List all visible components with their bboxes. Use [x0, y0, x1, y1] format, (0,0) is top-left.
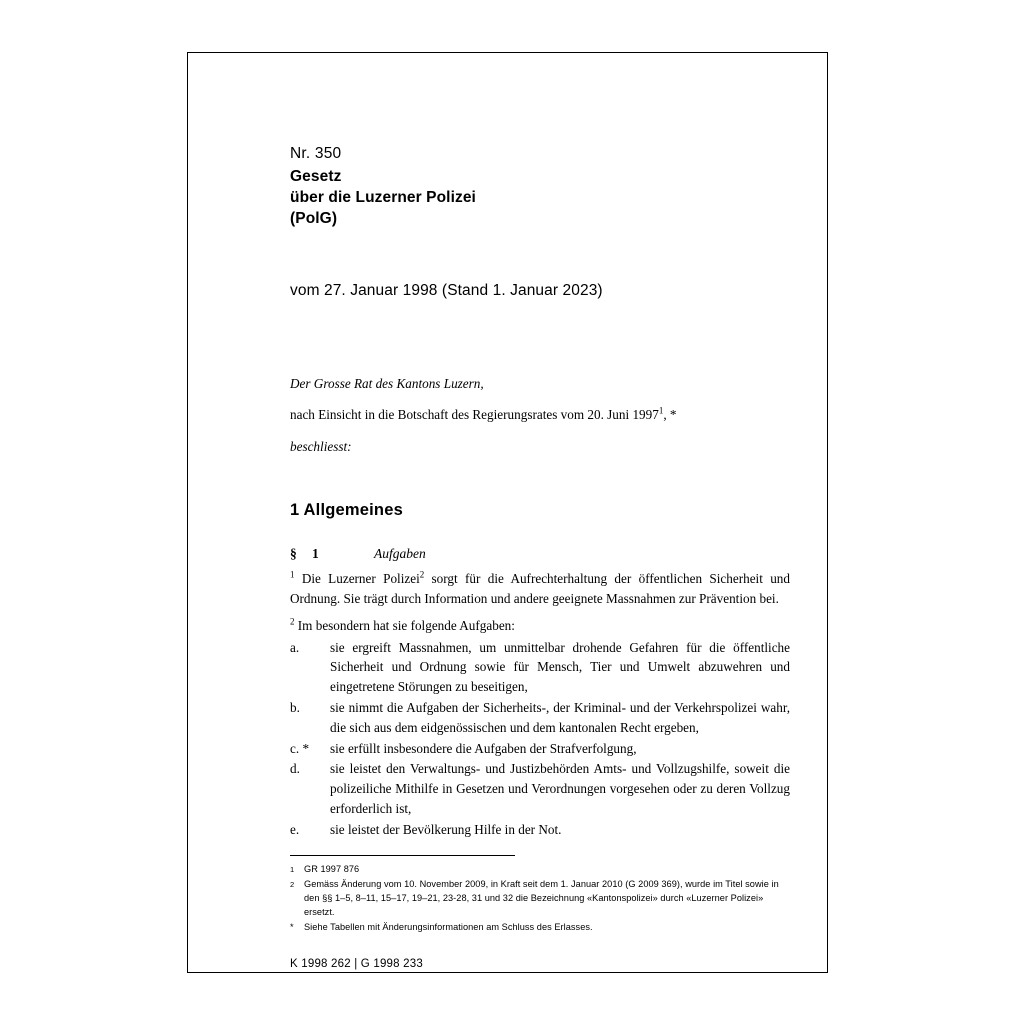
article-item-list — [290, 638, 790, 840]
list-item-marker: c. * — [290, 740, 310, 756]
footnote-marker: 1 — [290, 865, 295, 875]
page-title — [290, 167, 790, 230]
list-item — [290, 638, 790, 697]
list-item-marker: b. — [290, 699, 300, 715]
footnote-separator — [290, 855, 515, 863]
footnote-entry — [290, 921, 790, 935]
list-item-marker: a. — [290, 639, 300, 655]
footnote-entry — [290, 878, 790, 919]
list-item-text: sie nimmt die Aufgaben der Sicherheits-, der Kriminal- und der Verkehrspolizei wahr, die sich aus dem eidgenössischen und dem kantonalen Recht ergeben, — [330, 699, 790, 735]
footnote-marker: 2 — [290, 880, 295, 890]
list-item-text: sie leistet der Bevölkerung Hilfe in der Not. — [330, 821, 562, 837]
preamble-reference-text: nach Einsicht in die Botschaft des Regierungsrates vom 20. Juni 1997 — [290, 407, 659, 423]
list-item-marker: d. — [290, 761, 300, 777]
list-item — [290, 739, 790, 759]
preamble-reference-suffix: , * — [663, 407, 677, 423]
footnote-text: Siehe Tabellen mit Änderungsinformationen am Schluss des Erlasses. — [304, 921, 593, 932]
preamble-authority: Der Grosse Rat des Kantons Luzern, — [290, 375, 484, 391]
article-paragraph-1 — [290, 569, 790, 609]
list-item-text: sie erfüllt insbesondere die Aufgaben der Strafverfolgung, — [330, 740, 637, 756]
list-item — [290, 759, 790, 818]
preamble-resolution: beschliesst: — [290, 438, 352, 454]
document-number: Nr. 350 — [290, 145, 342, 162]
preamble — [290, 374, 790, 457]
document-content — [290, 145, 790, 970]
footnote-text: Gemäss Änderung vom 10. November 2009, in Kraft seit dem 1. Januar 2010 (G 2009 369), wurde im Titel sowie in den §§ 1–5, 8–11, 15–17, 19–21, 23-28, 31 und 32 die Bezeichnung «Kantonspolizei» durch «Luzerner Polizei» ersetzt. — [304, 879, 779, 917]
document-date: vom 27. Januar 1998 (Stand 1. Januar 2023) — [290, 281, 603, 299]
section-heading: 1 Allgemeines — [290, 501, 403, 520]
list-item-text: sie leistet den Verwaltungs- und Justizbehörden Amts- und Vollzugshilfe, soweit die polizeiliche Mithilfe in Gesetzen und Verordnungen vorgesehen oder zu deren Vollzug erforderlich ist, — [330, 761, 790, 816]
article-title: Aufgaben — [374, 546, 426, 562]
paragraph-sign: § — [290, 546, 297, 562]
footnote-list — [290, 863, 790, 934]
paragraph-marker-1: 1 — [290, 569, 295, 580]
article-header — [290, 546, 790, 562]
footnote-ref-2[interactable]: 2 — [419, 569, 425, 580]
list-item — [290, 698, 790, 738]
paragraph-marker-2: 2 — [290, 616, 295, 627]
list-item-text: sie ergreift Massnahmen, um unmittelbar drohende Gefahren für die öffentliche Sicherheit und Ordnung sowie für Mensch, Tier und Umwelt abzuwehren und eingetretene Störungen zu beseitigen, — [330, 639, 790, 695]
footnote-entry — [290, 863, 790, 877]
title-line-1: Gesetz — [290, 168, 342, 185]
title-line-3: (PolG) — [290, 209, 338, 227]
footnote-text: GR 1997 876 — [304, 864, 360, 875]
paragraph-2-text: Im besondern hat sie folgende Aufgaben: — [294, 617, 515, 633]
paragraph-1-text-a: Die Luzerner Polizei — [294, 571, 420, 587]
article-paragraph-2 — [290, 616, 790, 636]
footnote-ref-1[interactable]: 1 — [658, 405, 664, 416]
preamble-reference — [290, 405, 790, 425]
list-item — [290, 820, 790, 840]
list-item-marker: e. — [290, 821, 300, 837]
title-line-2: über die Luzerner Polizei — [290, 188, 476, 206]
paragraph-1-text-b: sorgt für die Aufrechterhaltung der öffentlichen Sicherheit und Ordnung. Sie trägt durch Information und andere geeignete Massnahmen zur Prävention bei. — [290, 571, 790, 606]
document-footer-reference: K 1998 262 | G 1998 233 — [290, 958, 423, 971]
footnote-marker: * — [290, 921, 294, 932]
article-number: 1 — [312, 546, 319, 562]
document-page — [187, 52, 828, 973]
